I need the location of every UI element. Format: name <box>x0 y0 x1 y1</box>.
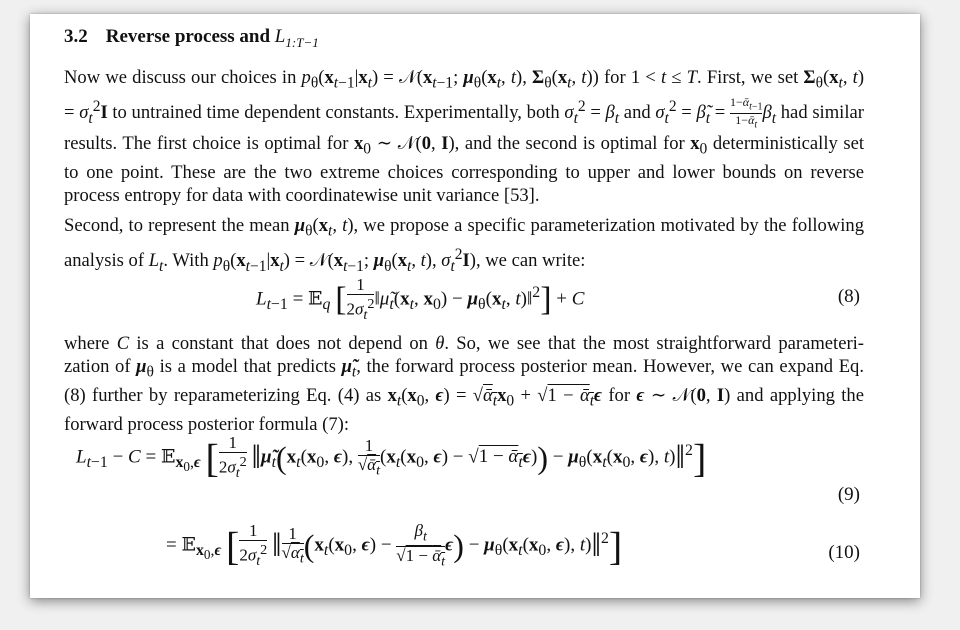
equation-number: (10) <box>828 542 860 563</box>
equation-number: (8) <box>837 286 860 307</box>
paper-page <box>30 14 920 598</box>
paragraph-1-rendered: Now we discuss our choices in $p_\theta(x_{t-1}|x_t)$ = $𝒩(x_{t-1}$; $\mu_\theta(x_t$, t), $\Sigma_\theta(x_t$, t)) for 1 < t ≤ T. First, we set $\Sigma_\theta(x_t$, $t) = \sigma_t^2I$ to untrained time dependent constants. Experimentally, both $\sigma_t^2 = \beta_t$ and $\sigma_t^2$ = $\betã_t$ = $\frac{1-ᾱ_{t-1}}{1-ᾱ_t}$ $\beta_t$ had similar results. The first choice is optimal for $x_0$ ∼ 𝒩(0, I), and the second is optimal for $x_0$ deterministically set to one point. These are the two extreme choices corresponding to upper and lower bounds on reverse process entropy for data with coordinatewise unit variance [53]. <box>64 67 865 206</box>
equation-8: $L_{t-1}$ = 𝔼$_q$ [ $\frac{1}{2\sigma_t^2}$ $‖\mũ_t(x_t$, $x_0) - \mu_\theta(x_t$, t)‖$^2$] + C <box>256 275 585 324</box>
paragraph-2 <box>64 214 864 278</box>
section-title-math-render: $L_{1:T-1}$ <box>274 26 319 50</box>
equation-9: $L_{t-1} - C$ = 𝔼$_{x_0,\epsilon}$ [ $\frac{1}{2\sigma_t^2}$ $‖\mũ_t(x_t(x_0$, ϵ), $\frac{1}{√ᾱ_t}$ ($x_t(x_0$, ϵ) − √1 − ᾱ$_t$ϵ)) − $\mu_\theta(x_t(x_0$, ϵ), t)‖$^2$] <box>76 433 707 482</box>
equation-10: = 𝔼$_{x_0,\epsilon}$ [ $\frac{1}{2\sigma_t^2}$ ‖ $\frac{1}{√\alpha_t}$ ($x_t(x_0$, ϵ) − $\frac{\beta_t}{√1 - ᾱ_t}$ $\epsilon) - \mu_\theta(x_t(x_0$, ϵ), t)‖$^2$] <box>166 521 623 570</box>
paragraph-1 <box>64 66 864 207</box>
section-title: Reverse process and <box>105 26 271 47</box>
paragraph-3-rendered: where C is a constant that does not depend on θ. So, we see that the most straightforward parameteri- zation of $\mu_\theta$ is a model that predicts $\mũ_t$, the forward process posterior mean. However, we can expand Eq. (8) further by reparameterizing Eq. (4) as $x_t(x_0$, $\epsilon) = √ᾱ_tx_0 + √1$ − ᾱ$_t$ϵ for ϵ ∼ 𝒩(0, I) and applying the forward process posterior formula (7): <box>64 333 864 436</box>
section-heading <box>64 26 319 51</box>
section-number: 3.2 <box>64 26 88 47</box>
equation-number: (9) <box>837 484 860 505</box>
paragraph-3 <box>64 332 864 436</box>
paragraph-2-rendered: Second, to represent the mean $\mu_\theta(x_t$, t), we propose a specific parameterization motivated by the following analysis of $L_t$. With $p_\theta(x_{t-1}|x_t)$ = $𝒩(x_{t-1}$; $\mu_\theta(x_t$, t), $\sigma_t^2I$), we can write: <box>64 215 865 275</box>
